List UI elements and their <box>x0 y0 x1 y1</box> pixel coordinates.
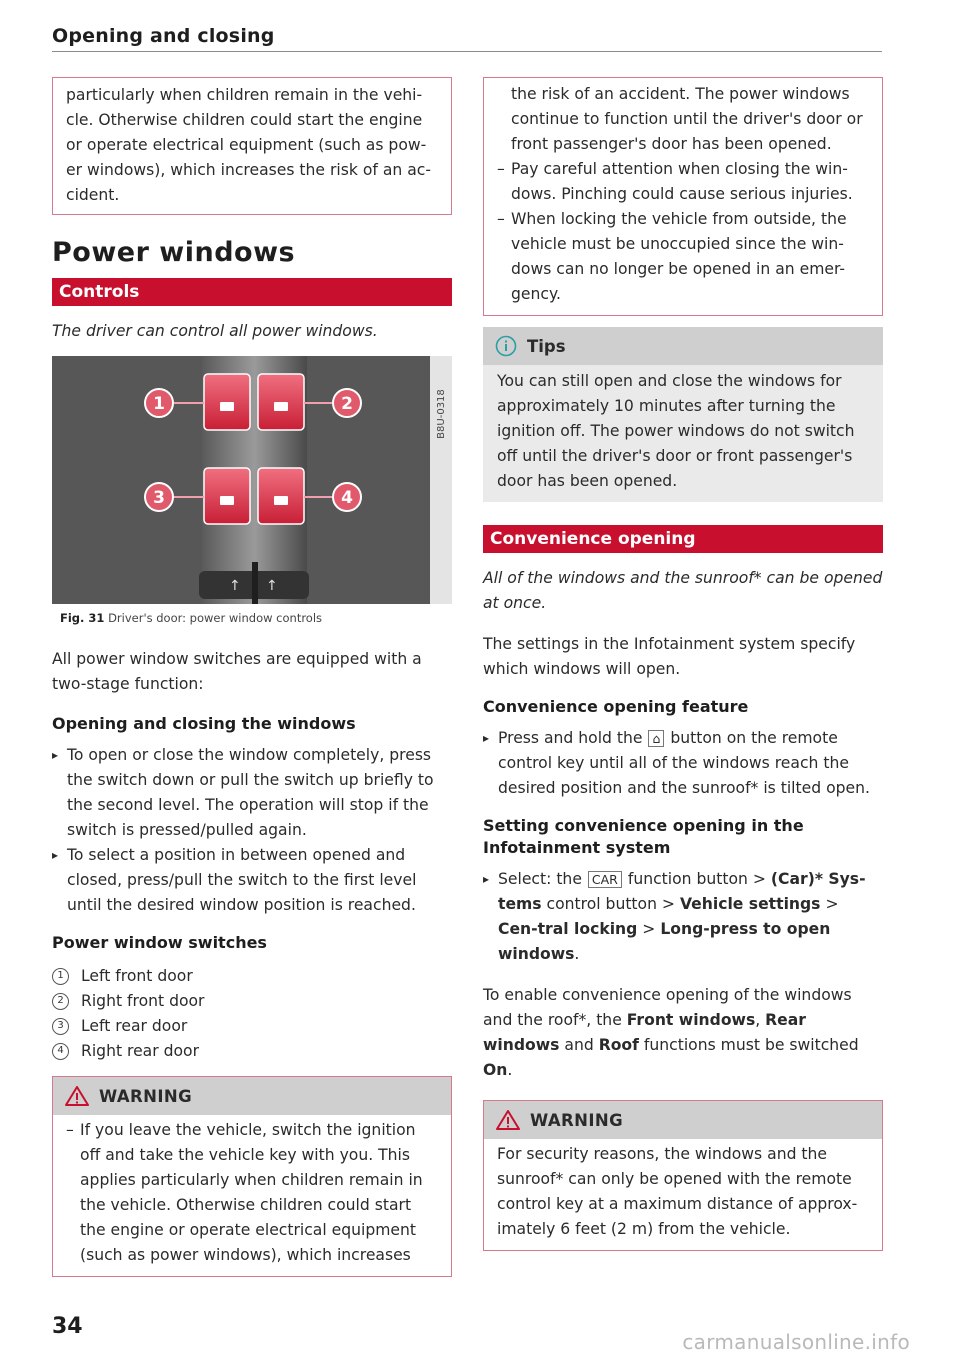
figure-caption-text: Driver's door: power window controls <box>108 611 323 625</box>
number-circle: 1 <box>52 968 69 985</box>
warning-header <box>53 1077 451 1115</box>
list-item: – Pay careful attention when closing the win-dows. Pinching could cause serious injuries. <box>497 157 868 207</box>
warning-box <box>52 1076 452 1277</box>
intro-paragraph: All power window switches are equipped with a two-stage function: <box>52 650 422 693</box>
figure-code: B8U-0318 <box>436 389 447 439</box>
tips-label: Tips <box>527 336 566 356</box>
feature-list <box>483 726 883 801</box>
page-number: 34 <box>52 1314 83 1339</box>
figure-caption-label: Fig. 31 <box>60 611 105 625</box>
left-column <box>52 77 452 1277</box>
header-rule <box>52 51 882 52</box>
callout-3 <box>145 483 173 511</box>
callout-1 <box>145 389 173 417</box>
tips-header <box>483 327 883 365</box>
svg-text:1: 1 <box>153 394 165 414</box>
callout-2 <box>333 389 361 417</box>
list-item: ▸ To open or close the window completely, press the switch down or pull the switch up briefly to the second level. The operation will stop if the switch is pressed/pulled again. <box>52 743 452 843</box>
power-window-controls-illustration <box>52 356 452 604</box>
setting-list <box>483 867 883 967</box>
controls-bar: Controls <box>52 278 452 306</box>
list-item: 3 Left rear door <box>52 1012 452 1040</box>
warning-continuation-text: the risk of an accident. The power windows continue to function until the driver's door or front passenger's door has been opened. <box>511 85 863 153</box>
number-circle: 3 <box>52 1018 69 1035</box>
info-icon <box>495 335 517 357</box>
list-item: 1 Left front door <box>52 962 452 990</box>
convenience-lead: All of the windows and the sunroof* can be opened at once. <box>483 569 883 612</box>
controls-lead: The driver can control all power windows. <box>52 322 378 340</box>
warning-triangle-icon <box>496 1110 520 1130</box>
list-item: ▸ Select: the CAR function button > (Car)* Sys-tems control button > Vehicle settings > Cen-tral locking > Long-press to open windows. <box>483 867 883 967</box>
car-key-label: CAR <box>588 871 622 888</box>
svg-text:3: 3 <box>153 488 165 508</box>
svg-text:↑: ↑ <box>266 578 278 594</box>
callout-4 <box>333 483 361 511</box>
warning-list <box>497 157 868 307</box>
number-circle: 2 <box>52 993 69 1010</box>
watermark: carmanualsonline.info <box>682 1330 910 1354</box>
warning-text: For security reasons, the windows and the sunroof* can only be opened with the remote control key at a maximum distance of approx-imately 6 feet (2 m) from the vehicle. <box>497 1145 858 1238</box>
list-item: – If you leave the vehicle, switch the ignition off and take the vehicle key with you. This applies particularly when children remain in the vehicle. Otherwise children could start the engine or operate electrical equipment (such as power windows), which increases <box>66 1118 437 1268</box>
list-item: – When locking the vehicle from outside, the vehicle must be unoccupied since the win-dows can no longer be opened in an emer-gency. <box>497 207 868 307</box>
warning-list <box>66 1118 437 1268</box>
opening-list <box>52 743 452 918</box>
list-item: 4 Right rear door <box>52 1037 452 1065</box>
convenience-intro: The settings in the Infotainment system specify which windows will open. <box>483 635 856 678</box>
switch-list <box>52 962 452 1065</box>
number-circle: 4 <box>52 1043 69 1060</box>
switch-right-rear <box>258 468 304 524</box>
svg-text:2: 2 <box>341 394 353 414</box>
list-item: ▸ Press and hold the ⌂ button on the remote control key until all of the windows reach the desired position and the sunroof* is tilted open. <box>483 726 883 801</box>
svg-text:↑: ↑ <box>229 578 241 594</box>
right-column <box>483 77 883 1251</box>
running-header: Opening and closing <box>52 25 275 47</box>
figure-caption <box>52 604 452 625</box>
warning-continuation-box-right <box>483 77 883 316</box>
warning-triangle-icon <box>65 1086 89 1106</box>
tips-box <box>483 327 883 502</box>
warning-label: WARNING <box>530 1110 624 1130</box>
list-item: ▸ To select a position in between opened and closed, press/pull the switch to the first level until the desired window position is reached. <box>52 843 452 918</box>
list-item: 2 Right front door <box>52 987 452 1015</box>
power-window-figure <box>52 356 452 604</box>
tips-text: You can still open and close the windows for approximately 10 minutes after turning the ignition off. The power windows do not switch off until the driver's door or front passenger's door has been opened. <box>497 372 855 490</box>
warning-continuation-box <box>52 77 452 215</box>
section-title: Power windows <box>52 237 296 268</box>
enable-paragraph: To enable convenience opening of the windows and the roof*, the Front windows, Rear windows and Roof functions must be switched On. <box>483 986 859 1079</box>
heading-setting: Setting convenience opening in the Infotainment system <box>483 816 804 857</box>
heading-opening-closing: Opening and closing the windows <box>52 714 356 733</box>
warning-continuation-text: particularly when children remain in the vehi-cle. Otherwise children could start the engine or operate electrical equipment (such as pow-er windows), which increases the risk of an ac-cident. <box>66 86 431 204</box>
svg-text:4: 4 <box>341 488 353 508</box>
lock-key-icon: ⌂ <box>648 730 664 747</box>
switch-right-front <box>258 374 304 430</box>
warning-box-2 <box>483 1100 883 1251</box>
switch-left-front <box>204 374 250 430</box>
heading-switches: Power window switches <box>52 933 267 952</box>
switch-left-rear <box>204 468 250 524</box>
warning-header <box>484 1101 882 1139</box>
convenience-bar: Convenience opening <box>483 525 883 553</box>
warning-label: WARNING <box>99 1086 193 1106</box>
heading-feature: Convenience opening feature <box>483 697 749 716</box>
